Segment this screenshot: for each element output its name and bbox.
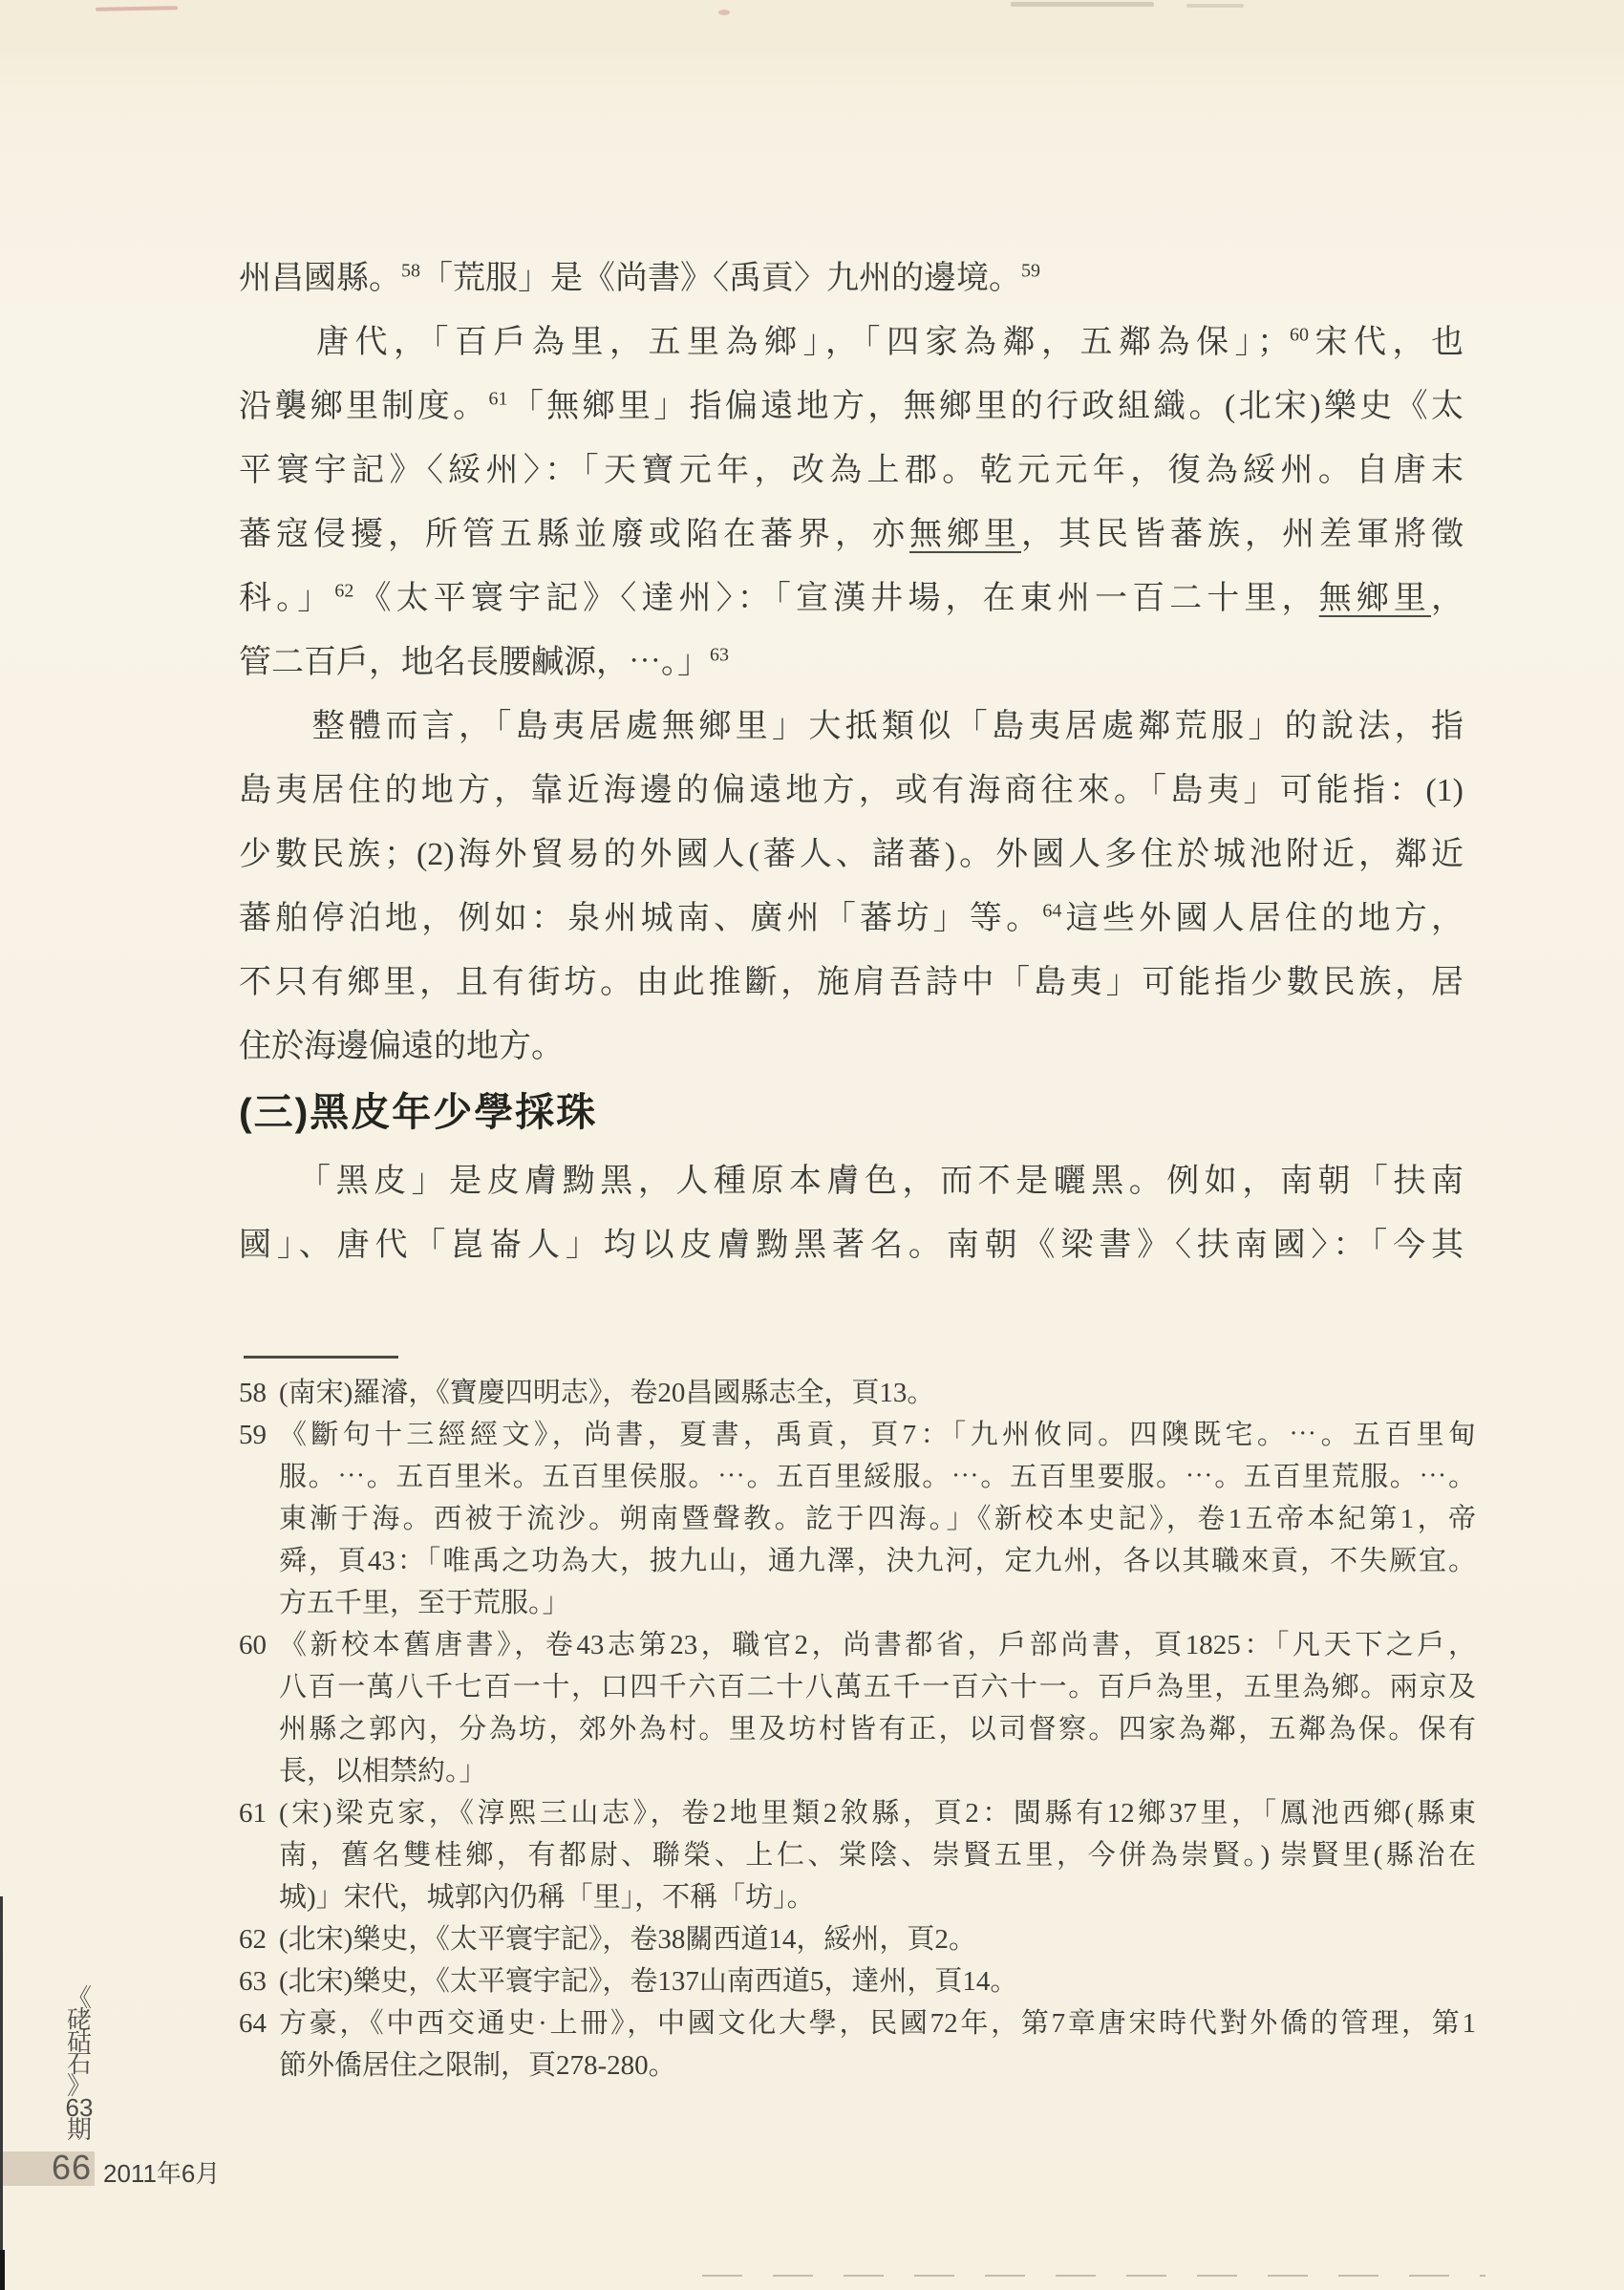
- text-run: (南宋)羅濬，《寶慶四明志》，卷20昌國縣志全，頁13。: [279, 1378, 935, 1408]
- footnote-ref: 64: [1042, 900, 1062, 922]
- text-run: 南，舊名雙桂鄉，有都尉、聯榮、上仁、棠陰、崇賢五里，今併為崇賢。) 崇賢里(縣治在: [279, 1840, 1476, 1871]
- text-run: 整體而言，「島夷居處無鄉里」大抵類似「島夷居處鄰荒服」的說法，指: [239, 709, 1464, 744]
- footnote-number: 58: [239, 1378, 267, 1408]
- text-run: 宋代，也: [1309, 325, 1464, 360]
- text-run: 州縣之郭內，分為坊，郊外為村。里及坊村皆有正，以司督察。四家為鄰，五鄰為保。保有: [279, 1714, 1476, 1744]
- journal-title-vertical: [59, 1983, 99, 2144]
- body-line: [239, 246, 1464, 310]
- text-run: 東漸于海。西被于流沙。朔南暨聲教。訖于四海。」《新校本史記》，卷1五帝本紀第1，帝: [279, 1504, 1476, 1534]
- body-line: [239, 759, 1464, 823]
- text-run: 科。」: [239, 581, 335, 616]
- text-run: 平寰宇記》〈綏州〉：「天寶元年，改為上郡。乾元元年，復為綏州。自唐末: [239, 453, 1464, 488]
- footnote-line: [279, 1666, 1476, 1708]
- text-run: 不只有鄉里，且有街坊。由此推斷，施肩吾詩中「島夷」可能指少數民族，居: [239, 965, 1464, 1000]
- body-line: [239, 439, 1464, 503]
- footnote: [239, 1624, 1476, 1792]
- text-run: 城)」宋代，城郭內仍稱「里」，不稱「坊」。: [279, 1882, 815, 1913]
- text-run: 節外僑居住之限制，頁278-280。: [279, 2050, 676, 2081]
- text-run: (北宋)樂史，《太平寰宇記》，卷137山南西道5，達州，頁14。: [279, 1966, 1018, 1997]
- text-run: 舜，頁43：「唯禹之功為大，披九山，通九澤，決九河，定九州，各以其職來貢，不失厥宜。: [279, 1546, 1476, 1576]
- footnote-line: [279, 1624, 1476, 1666]
- issue-date: 2011年6月: [103, 2159, 221, 2188]
- body-line: [239, 310, 1464, 375]
- body-line: [239, 375, 1464, 439]
- footnote-ref: 61: [488, 388, 508, 410]
- footnote-line: [279, 1876, 1476, 1918]
- footnote-number: 64: [239, 2008, 267, 2039]
- footnote: [239, 1372, 1476, 1414]
- footnote-line: [279, 1792, 1476, 1834]
- article-body-text: [239, 246, 1464, 1277]
- text-run: 蕃寇侵擾，所管五縣並廢或陷在蕃界，亦: [239, 517, 909, 552]
- footnote: [239, 1414, 1476, 1624]
- footnote-line: [279, 1372, 1476, 1414]
- text-run: 州昌國縣。: [239, 261, 401, 296]
- text-run: 國」、唐代「崑崙人」均以皮膚黝黑著名。南朝《梁書》〈扶南國〉：「今其: [239, 1228, 1464, 1263]
- text-run: 蕃舶停泊地，例如：泉州城南、廣州「蕃坊」等。: [239, 901, 1043, 936]
- body-line: [239, 1015, 1464, 1079]
- footnote-ref: 59: [1021, 260, 1040, 282]
- journal-title-char: 石: [66, 2049, 92, 2078]
- footnote-number: 59: [239, 1420, 267, 1450]
- journal-title-char: 𥑮: [66, 2027, 92, 2056]
- scan-artifact-pink-stroke: [96, 6, 178, 11]
- text-run: 服。⋯。五百里米。五百里侯服。⋯。五百里綏服。⋯。五百里要服。⋯。五百里荒服。⋯。: [279, 1462, 1476, 1492]
- footnote-line: [279, 1918, 1476, 1960]
- text-run: (北宋)樂史，《太平寰宇記》，卷38關西道14，綏州，頁2。: [279, 1924, 976, 1955]
- text-run: 方五千里，至于荒服。」: [279, 1588, 570, 1618]
- body-line: [239, 951, 1464, 1015]
- text-run: 方豪，《中西交通史·上冊》，中國文化大學，民國72年，第7章唐宋時代對外僑的管理，第1: [279, 2008, 1476, 2039]
- footnote-number: 61: [239, 1798, 267, 1829]
- body-line: [239, 823, 1464, 887]
- scan-bottom-dashes: [702, 2275, 1485, 2277]
- footnote-line: [279, 1498, 1476, 1540]
- scan-artifact-pink-dot: [718, 10, 730, 15]
- body-line: [239, 503, 1464, 567]
- body-line: [239, 567, 1464, 631]
- text-run: 住於海邊偏遠的地方。: [239, 1029, 564, 1064]
- footnotes-section: [239, 1372, 1476, 2087]
- journal-title-char: 期: [66, 2115, 92, 2144]
- underlined-term: 無鄉里: [1318, 581, 1432, 616]
- journal-title-char: 硓: [66, 2005, 92, 2034]
- underlined-term: 無鄉里: [909, 517, 1021, 552]
- text-run: 這些外國人居住的地方，: [1061, 901, 1464, 936]
- text-run: (宋)梁克家，《淳熙三山志》，卷2地里類2敘縣，頁2：閩縣有12鄉37里，「鳳池西鄉(縣東: [279, 1798, 1476, 1829]
- footnote-number: 63: [239, 1966, 267, 1997]
- text-run: 長，以相禁約。」: [279, 1756, 487, 1787]
- scan-artifact-grey-smudge: [1011, 2, 1154, 7]
- footnote: [239, 2002, 1476, 2087]
- text-run: 唐代，「百戶為里，五里為鄉」，「四家為鄰，五鄰為保」；: [239, 325, 1290, 360]
- footnote-number: 60: [239, 1630, 267, 1660]
- body-line: [239, 695, 1464, 759]
- footnote-line: [279, 1540, 1476, 1582]
- footnote-ref: 58: [401, 260, 420, 282]
- text-run: 《太平寰宇記》〈達州〉：「宣漢井場，在東州一百二十里，: [353, 581, 1319, 616]
- body-line: [239, 1149, 1464, 1213]
- journal-title-char: 》: [66, 2071, 92, 2100]
- footnote-ref: 63: [710, 644, 729, 666]
- scan-artifact-grey-smudge-2: [1186, 4, 1244, 8]
- footnote-line: [279, 1708, 1476, 1750]
- footnote-line: [279, 1750, 1476, 1792]
- footnote-line: [279, 1456, 1476, 1498]
- body-line: [239, 887, 1464, 951]
- text-run: 管二百戶，地名長腰鹹源，⋯。」: [239, 645, 710, 680]
- text-run: 「黑皮」是皮膚黝黑，人種原本膚色，而不是曬黑。例如，南朝「扶南: [239, 1164, 1464, 1199]
- footnote-ref: 62: [334, 580, 354, 602]
- scan-edge-tick: [0, 2250, 5, 2290]
- journal-title-char: 《: [66, 1983, 92, 2012]
- footnote-line: [279, 2044, 1476, 2087]
- footnote-line: [279, 1414, 1476, 1456]
- footnote: [239, 1918, 1476, 1960]
- section-heading: (三)黑皮年少學採珠: [239, 1090, 598, 1134]
- journal-title-char: 63: [65, 2093, 94, 2122]
- footnote: [239, 1792, 1476, 1918]
- footnote-line: [279, 2002, 1476, 2044]
- text-run: ，: [1431, 581, 1464, 616]
- text-run: 島夷居住的地方，靠近海邊的偏遠地方，或有海商往來。「島夷」可能指：(1): [239, 773, 1464, 808]
- text-run: ，其民皆蕃族，州差軍將徵: [1021, 517, 1464, 552]
- footnote-line: [279, 1582, 1476, 1624]
- text-run: 八百一萬八千七百一十，口四千六百二十八萬五千一百六十一。百戶為里，五里為鄉。兩京及: [279, 1672, 1476, 1702]
- scan-edge-line: [0, 1896, 3, 2290]
- footnote-number: 62: [239, 1924, 267, 1955]
- text-run: 「無鄉里」指偏遠地方，無鄉里的行政組織。(北宋)樂史《太: [507, 389, 1464, 424]
- text-run: 《新校本舊唐書》，卷43志第23，職官2，尚書都省，戶部尚書，頁1825：「凡天下之戶，: [279, 1630, 1476, 1660]
- footnote-separator-rule: [244, 1356, 398, 1359]
- text-run: 沿襲鄉里制度。: [239, 389, 489, 424]
- text-run: 「荒服」是《尚書》〈禹貢〉九州的邊境。: [420, 261, 1021, 296]
- footnote: [239, 1960, 1476, 2002]
- footnote-line: [279, 1960, 1476, 2002]
- body-line: [239, 1213, 1464, 1277]
- footnote-line: [279, 1834, 1476, 1876]
- page-number: 66: [52, 2148, 93, 2187]
- text-run: 《斷句十三經經文》，尚書，夏書，禹貢，頁7：「九州攸同。四隩既宅。⋯。五百里甸: [279, 1420, 1476, 1450]
- footnote-ref: 60: [1290, 324, 1309, 346]
- text-run: 少數民族；(2)海外貿易的外國人(蕃人、諸蕃)。外國人多住於城池附近，鄰近: [239, 837, 1464, 872]
- body-line: [239, 631, 1464, 695]
